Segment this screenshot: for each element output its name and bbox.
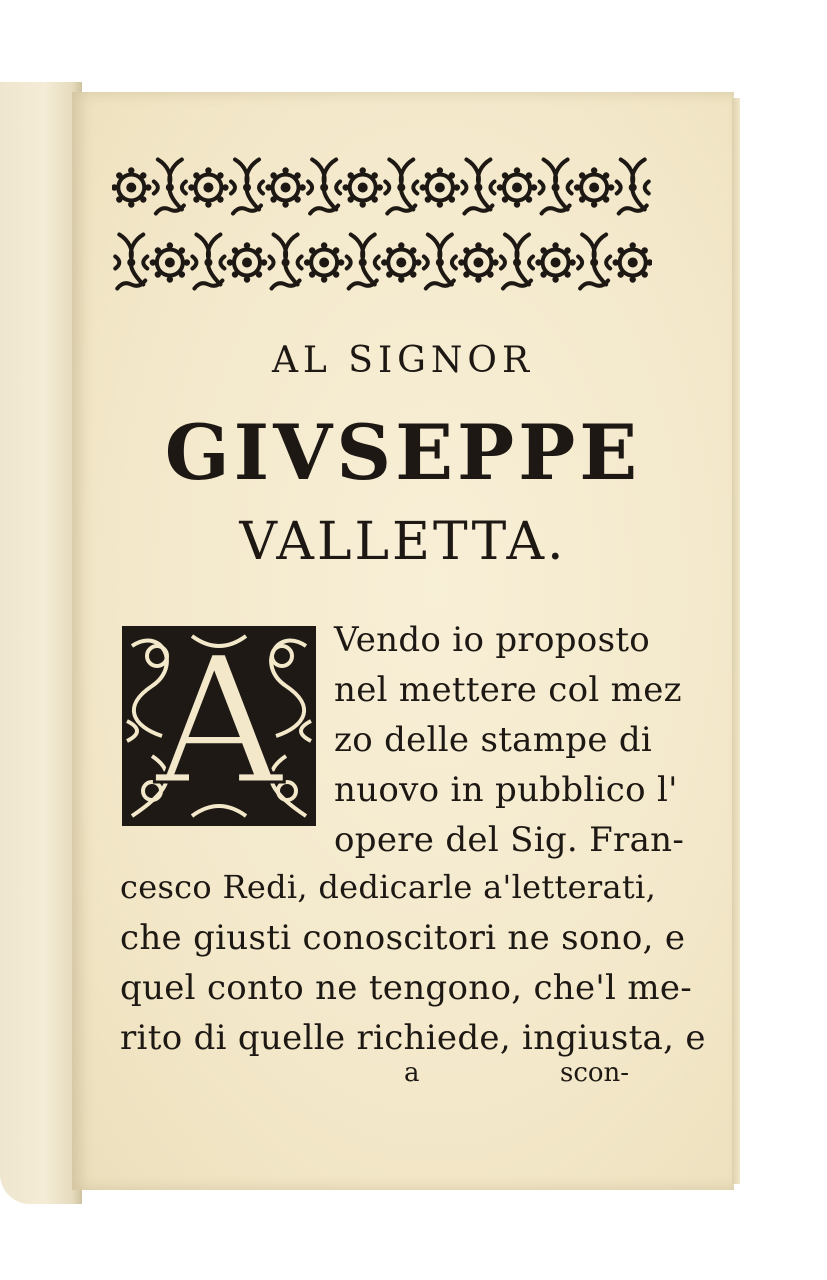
dedication-heading-surname: VALLETTA. [239, 512, 567, 572]
ornamental-headpiece [112, 150, 652, 300]
fleuron-ornament [458, 242, 498, 282]
body-line-8: quel conto ne tengono, che'l me- [120, 968, 693, 1008]
fleuron-ornament [385, 160, 417, 214]
body-line-9: rito di quelle richiede, ingiusta, e [120, 1018, 706, 1058]
facing-page-edge [0, 82, 82, 1204]
fleuron-ornament [540, 160, 572, 214]
fleuron-ornament [308, 160, 340, 214]
fleuron-ornament [343, 167, 383, 207]
fleuron-ornament [424, 235, 456, 289]
catchword: scon- [560, 1058, 630, 1088]
fleuron-ornament [265, 167, 305, 207]
fleuron-ornament [613, 242, 652, 282]
fleuron-ornament [578, 235, 610, 289]
fleuron-ornament [304, 242, 344, 282]
fleuron-ornament [462, 160, 494, 214]
fleuron-ornament [188, 167, 228, 207]
fleuron-ornament [501, 235, 533, 289]
fleuron-ornament [227, 242, 267, 282]
fleuron-ornament [115, 235, 147, 289]
body-line-4: nuovo in pubblico l' [334, 770, 678, 810]
fleuron-ornament [347, 235, 379, 289]
decorated-initial [122, 626, 316, 826]
signature-mark: a [404, 1058, 420, 1088]
body-line-1: Vendo io proposto [334, 620, 651, 660]
body-line-6: cesco Redi, dedicarle a'letterati, [120, 868, 657, 906]
body-line-5: opere del Sig. Fran- [334, 820, 685, 860]
book-page [72, 92, 734, 1190]
fleuron-ornament [231, 160, 263, 214]
fleuron-ornament [381, 242, 421, 282]
fleuron-ornament [497, 167, 537, 207]
body-line-2: nel mettere col mez [334, 670, 682, 710]
body-line-7: che giusti conoscitori ne sono, e [120, 918, 686, 958]
fleuron-ornament [617, 160, 649, 214]
page-fore-edge [732, 98, 740, 1184]
body-line-3: zo delle stampe di [334, 720, 653, 760]
fleuron-ornament [535, 242, 575, 282]
fleuron-ornament [420, 167, 460, 207]
fleuron-ornament [112, 167, 151, 207]
initial-letter: A [155, 626, 283, 824]
fleuron-ornament [192, 235, 224, 289]
dedication-heading-line1: AL SIGNOR [271, 340, 535, 381]
fleuron-ornament [154, 160, 186, 214]
fleuron-ornament [150, 242, 190, 282]
fleuron-ornament [574, 167, 614, 207]
dedication-heading-name: GIVSEPPE [164, 408, 642, 497]
fleuron-ornament [270, 235, 302, 289]
